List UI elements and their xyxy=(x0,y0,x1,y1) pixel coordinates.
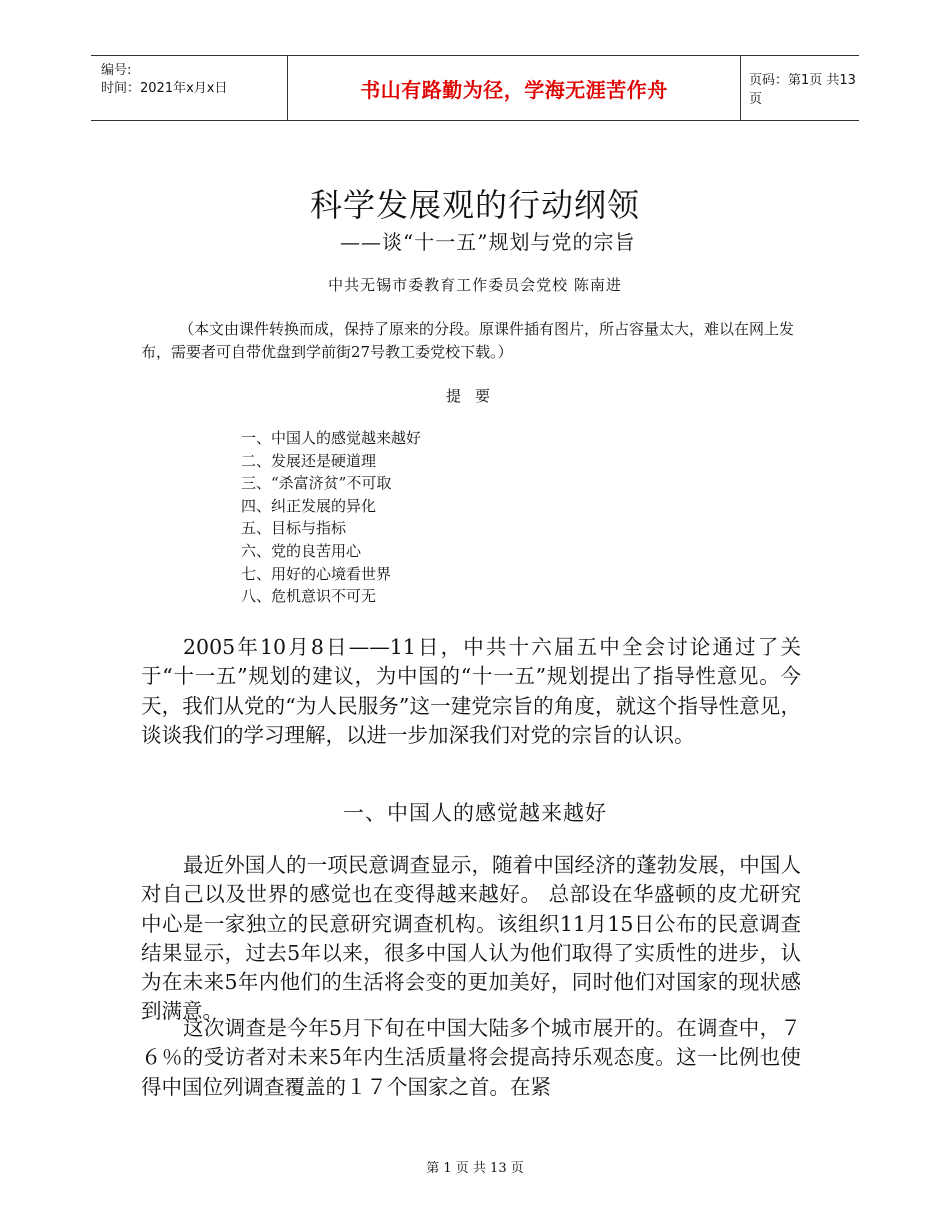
outline-heading: 提要 xyxy=(445,387,504,405)
header-motto-cell xyxy=(287,56,741,120)
motto: 书山有路勤为径，学海无涯苦作舟 xyxy=(360,77,668,102)
outline-item: 四、纠正发展的异化 xyxy=(241,496,377,515)
source-note: （本文由课件转换而成，保持了原来的分段。原课件插有图片，所占容量太大，难以在网上发布，需要者可自带优盘到学前街27号教工委党校下载。） xyxy=(141,320,795,361)
intro-paragraph: 2005年10月8日——11日，中共十六届五中全会讨论通过了关于“十一五”规划的建议，为中国的“十一五”规划提出了指导性意见。今天，我们从党的“为人民服务”这一建党宗旨的角度，就这个指导性意见，谈谈我们的学习理解，以进一步加深我们对党的宗旨的认识。 xyxy=(141,635,801,747)
outline-item: 六、党的良苦用心 xyxy=(241,541,362,560)
author-line: 中共无锡市委教育工作委员会党校 陈南进 xyxy=(328,276,622,294)
outline-list xyxy=(241,427,421,608)
page-footer: 第 1 页 共 13 页 xyxy=(426,1161,524,1176)
page-info: 页码：第1页 共13页 xyxy=(749,73,856,107)
page-title: 科学发展观的行动纲领 xyxy=(309,186,640,224)
page-subtitle: ——谈“十一五”规划与党的宗旨 xyxy=(340,230,636,254)
section-paragraph: 最近外国人的一项民意调查显示，随着中国经济的蓬勃发展，中国人对自己以及世界的感觉也在变得越来越好。 总部设在华盛顿的皮尤研究中心是一家独立的民意研究调查机构。该组织11月15日公布的民意调查结果显示，过去5年以来，很多中国人认为他们取得了实质性的进步，认为在未来5年内他们的生活将会变的更加美好，同时他们对国家的现状感到满意。 xyxy=(141,853,801,1024)
doc-number-label: 编号: xyxy=(101,63,132,78)
outline-item: 三、“杀富济贫”不可取 xyxy=(241,474,392,493)
time-label: 时间：2021年x月x日 xyxy=(101,81,228,96)
section-heading: 一、中国人的感觉越来越好 xyxy=(343,801,607,825)
outline-item: 五、目标与指标 xyxy=(241,519,347,538)
outline-item: 八、危机意识不可无 xyxy=(241,587,377,606)
document-header xyxy=(91,55,859,121)
outline-item: 七、用好的心境看世界 xyxy=(241,564,392,583)
outline-item: 二、发展还是硬道理 xyxy=(241,451,377,470)
section-paragraph: 这次调查是今年5月下旬在中国大陆多个城市展开的。在调查中，７６％的受访者对未来5年内生活质量将会提高持乐观态度。这一比例也使得中国位列调查覆盖的１７个国家之首。在紧 xyxy=(141,1016,801,1099)
header-page-info xyxy=(741,56,859,120)
outline-item: 一、中国人的感觉越来越好 xyxy=(241,429,422,447)
header-meta xyxy=(91,56,287,120)
